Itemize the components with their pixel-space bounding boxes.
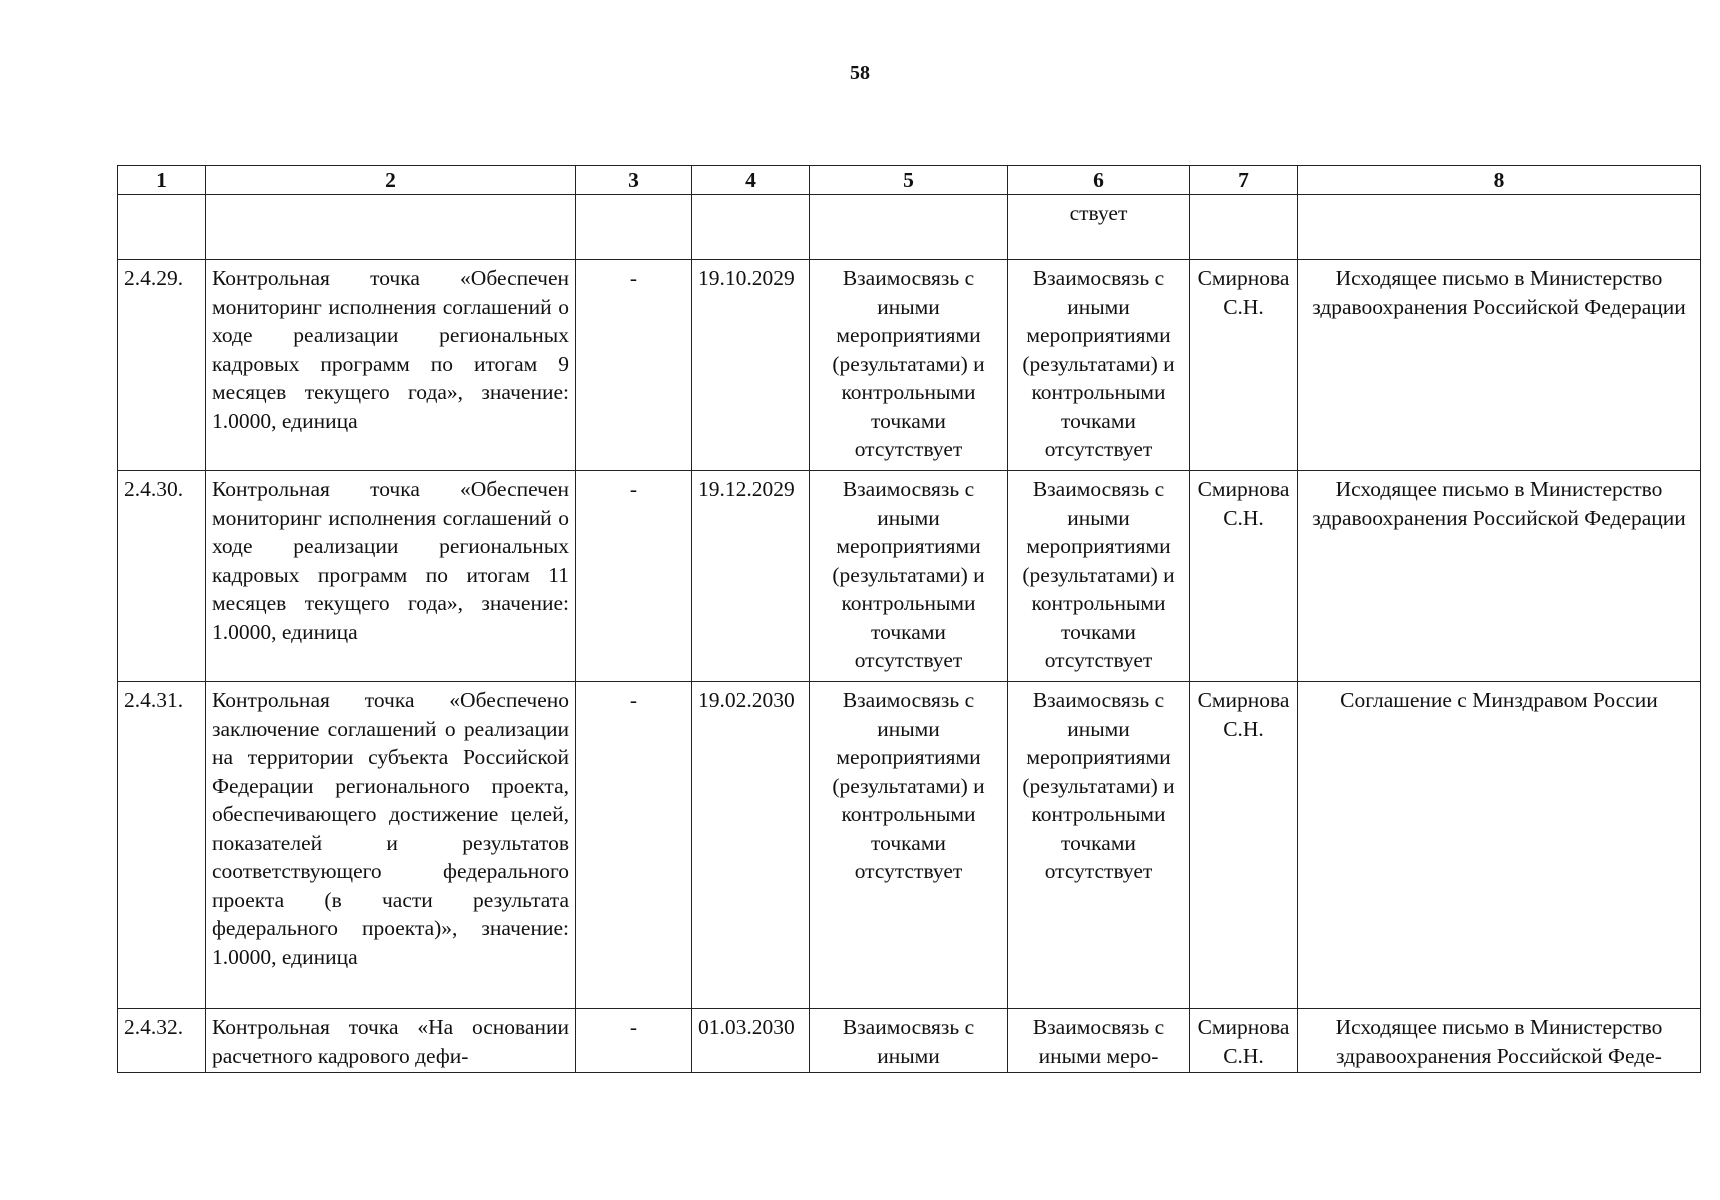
due-date: 01.03.2030 [692, 1009, 810, 1073]
row-number: 2.4.30. [118, 471, 206, 682]
column-header-8: 8 [1298, 166, 1701, 195]
relation-column-6: Взаимосвязь с иными мероприятиями (результатами) и контрольными точками отсутствует [1008, 260, 1190, 471]
control-point-name: Контрольная точка «На основании расчетного кадрового дефи- [206, 1009, 576, 1073]
control-point-name: Контрольная точка «Обеспечено заключение соглашений о реализации на территории субъекта Российской Федерации регионального проекта, обеспечивающего достижение целей, показателей и результатов соответствующего федерального проекта (в части результата федерального проекта)», значение: 1.0000, единица [206, 682, 576, 1009]
continuation-cell-7 [1190, 195, 1298, 260]
row-number: 2.4.31. [118, 682, 206, 1009]
confirming-document: Исходящее письмо в Министерство здравоохранения Российской Федерации [1298, 471, 1701, 682]
column-header-2: 2 [206, 166, 576, 195]
row-number: 2.4.29. [118, 260, 206, 471]
table-header [118, 166, 1701, 195]
responsible-person: Смирнова С.Н. [1190, 1009, 1298, 1073]
continuation-cell-8 [1298, 195, 1701, 260]
due-date: 19.12.2029 [692, 471, 810, 682]
control-point-name: Контрольная точка «Обеспечен мониторинг исполнения соглашений о ходе реализации региональных кадровых программ по итогам 11 месяцев текущего года», значение: 1.0000, единица [206, 471, 576, 682]
relation-column-5: Взаимосвязь с иными [810, 1009, 1008, 1073]
confirming-document: Исходящее письмо в Министерство здравоохранения Российской Федерации [1298, 260, 1701, 471]
responsible-person: Смирнова С.Н. [1190, 260, 1298, 471]
control-points-table [117, 165, 1701, 1073]
table-row [118, 260, 1701, 471]
column-3-value: - [576, 682, 692, 1009]
column-3-value: - [576, 260, 692, 471]
responsible-person: Смирнова С.Н. [1190, 682, 1298, 1009]
continuation-cell-6: ствует [1008, 195, 1190, 260]
row-number: 2.4.32. [118, 1009, 206, 1073]
column-header-4: 4 [692, 166, 810, 195]
column-header-7: 7 [1190, 166, 1298, 195]
column-3-value: - [576, 1009, 692, 1073]
continuation-cell-4 [692, 195, 810, 260]
relation-column-6: Взаимосвязь с иными меро- [1008, 1009, 1190, 1073]
continuation-cell-1 [118, 195, 206, 260]
column-header-1: 1 [118, 166, 206, 195]
page-number: 58 [850, 62, 870, 84]
table-row [118, 471, 1701, 682]
column-header-5: 5 [810, 166, 1008, 195]
header-row [118, 166, 1701, 195]
column-3-value: - [576, 471, 692, 682]
responsible-person: Смирнова С.Н. [1190, 471, 1298, 682]
column-header-6: 6 [1008, 166, 1190, 195]
table-row [118, 682, 1701, 1009]
control-point-name: Контрольная точка «Обеспечен мониторинг исполнения соглашений о ходе реализации региональных кадровых программ по итогам 9 месяцев текущего года», значение: 1.0000, единица [206, 260, 576, 471]
relation-column-5: Взаимосвязь с иными мероприятиями (результатами) и контрольными точками отсутствует [810, 471, 1008, 682]
due-date: 19.10.2029 [692, 260, 810, 471]
continuation-cell-3 [576, 195, 692, 260]
table-row [118, 1009, 1701, 1073]
continuation-row [118, 195, 1701, 260]
column-header-3: 3 [576, 166, 692, 195]
due-date: 19.02.2030 [692, 682, 810, 1009]
relation-column-5: Взаимосвязь с иными мероприятиями (результатами) и контрольными точками отсутствует [810, 260, 1008, 471]
relation-column-6: Взаимосвязь с иными мероприятиями (результатами) и контрольными точками отсутствует [1008, 682, 1190, 1009]
relation-column-6: Взаимосвязь с иными мероприятиями (результатами) и контрольными точками отсутствует [1008, 471, 1190, 682]
continuation-cell-5 [810, 195, 1008, 260]
relation-column-5: Взаимосвязь с иными мероприятиями (результатами) и контрольными точками отсутствует [810, 682, 1008, 1009]
confirming-document: Соглашение с Минздравом России [1298, 682, 1701, 1009]
continuation-cell-2 [206, 195, 576, 260]
confirming-document: Исходящее письмо в Министерство здравоохранения Российской Феде- [1298, 1009, 1701, 1073]
